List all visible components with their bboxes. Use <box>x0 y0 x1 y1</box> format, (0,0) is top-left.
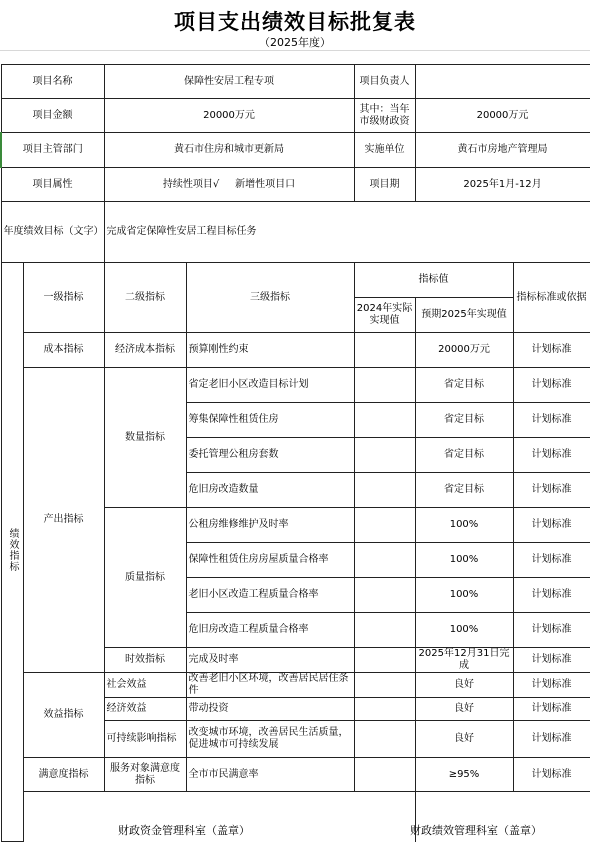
expected-cell: 100% <box>415 508 513 543</box>
header-level2: 二级指标 <box>104 263 186 333</box>
expected-cell: 良好 <box>415 698 513 721</box>
level2-service: 服务对象满意度指标 <box>104 758 186 792</box>
expected-cell: 省定目标 <box>415 403 513 438</box>
perf-header-row <box>1 263 590 298</box>
period-value: 2025年1月-12月 <box>415 168 590 202</box>
period-label: 项目期 <box>354 168 415 202</box>
basis-cell: 计划标准 <box>513 758 590 792</box>
actual-cell <box>354 403 415 438</box>
level2-quantity: 数量指标 <box>104 368 186 508</box>
impl-unit-label: 实施单位 <box>354 133 415 168</box>
level3-cell: 委托管理公租房套数 <box>186 438 354 473</box>
table-row <box>1 758 590 792</box>
goal-value: 完成省定保障性安居工程目标任务 <box>104 202 590 263</box>
basis-cell: 计划标准 <box>513 613 590 648</box>
level1-benefit: 效益指标 <box>23 673 104 758</box>
expected-cell: 100% <box>415 543 513 578</box>
basis-cell: 计划标准 <box>513 473 590 508</box>
basis-cell: 计划标准 <box>513 721 590 758</box>
city-fund-value: 20000万元 <box>415 99 590 133</box>
dept-label: 项目主管部门 <box>1 133 104 168</box>
level3-cell: 危旧房改造工程质量合格率 <box>186 613 354 648</box>
level2-economic: 经济效益 <box>104 698 186 721</box>
project-name-value: 保障性安居工程专项 <box>104 65 354 99</box>
level3-cell: 完成及时率 <box>186 648 354 673</box>
table-row <box>1 673 590 698</box>
actual-cell <box>354 333 415 368</box>
header-actual-2024: 2024年实际实现值 <box>354 298 415 333</box>
expected-cell: ≥95% <box>415 758 513 792</box>
actual-cell <box>354 543 415 578</box>
goal-label: 年度绩效目标（文字） <box>1 202 104 263</box>
info-row-dept <box>1 133 590 168</box>
actual-cell <box>354 758 415 792</box>
expected-cell: 100% <box>415 578 513 613</box>
basis-cell: 计划标准 <box>513 698 590 721</box>
actual-cell <box>354 368 415 403</box>
expected-cell: 20000万元 <box>415 333 513 368</box>
level2-sustainable: 可持续影响指标 <box>104 721 186 758</box>
project-amount-label: 项目金额 <box>1 99 104 133</box>
header-expected-2025: 预期2025年实现值 <box>415 298 513 333</box>
actual-cell <box>354 673 415 698</box>
expected-cell: 良好 <box>415 673 513 698</box>
level2-econ-cost: 经济成本指标 <box>104 333 186 368</box>
level3-cell: 改变城市环境，改善居民生活质量，促进城市可持续发展 <box>186 721 354 758</box>
basis-cell: 计划标准 <box>513 438 590 473</box>
project-name-label: 项目名称 <box>1 65 104 99</box>
year-caption: （2025年度） <box>259 36 331 49</box>
header-basis: 指标标准或依据 <box>513 263 590 333</box>
level3-cell: 全市市民满意率 <box>186 758 354 792</box>
level3-cell: 危旧房改造数量 <box>186 473 354 508</box>
sheet-gridline <box>0 50 590 51</box>
level1-cost: 成本指标 <box>23 333 104 368</box>
approval-table <box>0 64 590 842</box>
level3-cell: 筹集保障性租赁住房 <box>186 403 354 438</box>
actual-cell <box>354 613 415 648</box>
city-fund-label: 其中：当年市级财政资 <box>354 99 415 133</box>
info-row-amount <box>1 99 590 133</box>
info-row-goal <box>1 202 590 263</box>
basis-cell: 计划标准 <box>513 403 590 438</box>
basis-cell: 计划标准 <box>513 508 590 543</box>
level1-satisfaction: 满意度指标 <box>23 758 104 792</box>
expected-cell: 100% <box>415 613 513 648</box>
actual-cell <box>354 698 415 721</box>
actual-cell <box>354 578 415 613</box>
actual-cell <box>354 473 415 508</box>
table-row <box>1 333 590 368</box>
level2-quality: 质量指标 <box>104 508 186 648</box>
project-amount-value: 20000万元 <box>104 99 354 133</box>
expected-cell: 省定目标 <box>415 473 513 508</box>
header-level1: 一级指标 <box>23 263 104 333</box>
finance-perf-office-seal: 财政绩效管理科室（盖章） <box>410 824 542 837</box>
basis-cell: 计划标准 <box>513 673 590 698</box>
actual-cell <box>354 438 415 473</box>
basis-cell: 计划标准 <box>513 543 590 578</box>
project-owner-label: 项目负责人 <box>354 65 415 99</box>
page-title: 项目支出绩效目标批复表 <box>174 10 416 34</box>
level3-cell: 老旧小区改造工程质量合格率 <box>186 578 354 613</box>
expected-cell: 省定目标 <box>415 438 513 473</box>
header-level3: 三级指标 <box>186 263 354 333</box>
level3-cell: 改善老旧小区环境，改善居民居住条件 <box>186 673 354 698</box>
level3-cell: 预算刚性约束 <box>186 333 354 368</box>
project-owner-value <box>415 65 590 99</box>
basis-cell: 计划标准 <box>513 368 590 403</box>
basis-cell: 计划标准 <box>513 578 590 613</box>
actual-cell <box>354 721 415 758</box>
info-row-attr <box>1 168 590 202</box>
level3-cell: 公租房维修维护及时率 <box>186 508 354 543</box>
perf-side-text: 绩效指标 <box>7 528 18 572</box>
actual-cell <box>354 508 415 543</box>
finance-fund-office-seal: 财政资金管理科室（盖章） <box>118 824 250 837</box>
expected-cell: 省定目标 <box>415 368 513 403</box>
level2-social: 社会效益 <box>104 673 186 698</box>
attr-label: 项目属性 <box>1 168 104 202</box>
basis-cell: 计划标准 <box>513 333 590 368</box>
impl-unit-value: 黄石市房地产管理局 <box>415 133 590 168</box>
level3-cell: 带动投资 <box>186 698 354 721</box>
table-row <box>1 368 590 403</box>
level2-timeliness: 时效指标 <box>104 648 186 673</box>
level3-cell: 保障性租赁住房房屋质量合格率 <box>186 543 354 578</box>
expected-cell: 2025年12月31日完成 <box>415 648 513 673</box>
header-value: 指标值 <box>354 263 513 298</box>
basis-cell: 计划标准 <box>513 648 590 673</box>
expected-cell: 良好 <box>415 721 513 758</box>
level1-output: 产出指标 <box>23 368 104 673</box>
level3-cell: 省定老旧小区改造目标计划 <box>186 368 354 403</box>
actual-cell <box>354 648 415 673</box>
info-row-name <box>1 65 590 99</box>
dept-value: 黄石市住房和城市更新局 <box>104 133 354 168</box>
attr-value: 持续性项目√ 新增性项目口 <box>104 168 354 202</box>
perf-side-label <box>1 263 23 842</box>
